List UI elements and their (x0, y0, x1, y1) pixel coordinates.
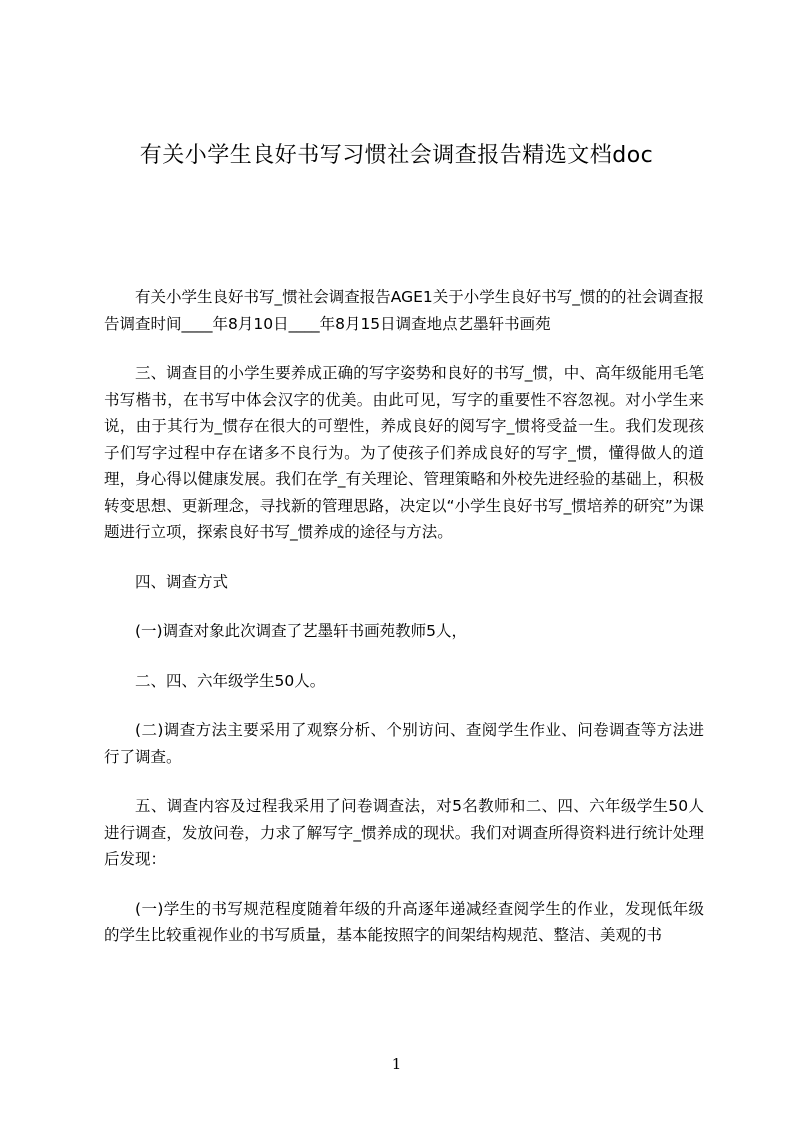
paragraph-survey-approach: (二)调查方法主要采用了观察分析、个别访问、查阅学生作业、问卷调查等方法进行了调查。 (104, 721, 704, 766)
document-title: 有关小学生良好书写习惯社会调查报告精选文档doc (139, 143, 654, 168)
paragraph-survey-method-heading: 四、调查方式 (135, 572, 229, 591)
page-number: 1 (391, 1055, 402, 1073)
document-body (104, 284, 704, 972)
paragraph-student-grades: 二、四、六年级学生50人。 (135, 671, 326, 690)
paragraph-survey-content: 五、调查内容及过程我采用了问卷调查法，对5名教师和二、四、六年级学生50人进行调查，发放问卷，力求了解写字_惯养成的现状。我们对调查所得资料进行统计处理后发现： (104, 797, 704, 868)
paragraph-finding-one: (一)学生的书写规范程度随着年级的升高逐年递减经查阅学生的作业，发现低年级的学生比较重视作业的书写质量，基本能按照字的间架结构规范、整洁、美观的书 (104, 899, 704, 944)
paragraph-survey-subjects: (一)调查对象此次调查了艺墨轩书画苑教师5人， (135, 622, 467, 640)
paragraph-survey-purpose: 三、调查目的小学生要养成正确的写字姿势和良好的书写_惯，中、高年级能用毛笔书写楷书，在书写中体会汉字的优美。由此可见，写字的重要性不容忽视。对小学生来说，由于其行为_惯存在很大的可塑性，养成良好的阅写字_惯将受益一生。我们发现孩子们写字过程中存在诸多不良行为。为了使孩子们养成良好的写字_惯，懂得做人的道理，身心得以健康发展。我们在学_有关理论、管理策略和外校先进经验的基础上，积极转变思想、更新理念，寻找新的管理思路，决定以“小学生良好书写_惯培养的研究”为课题进行立项，探索良好书写_惯养成的途径与方法。 (104, 364, 704, 541)
paragraph-intro: 有关小学生良好书写_惯社会调查报告AGE1关于小学生良好书写_惯的的社会调查报告调查时间____年8月10日____年8月15日调查地点艺墨轩书画苑 (104, 288, 704, 333)
